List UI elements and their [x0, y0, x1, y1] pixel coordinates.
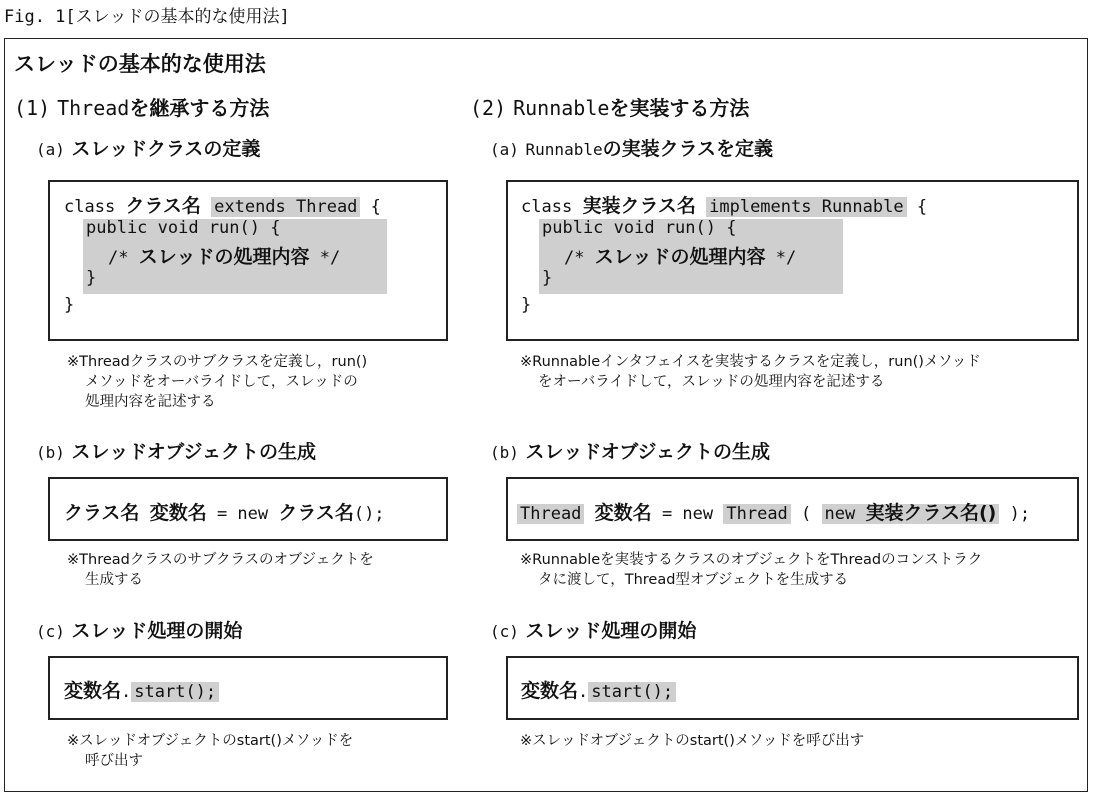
left-section-b-note — [67, 550, 374, 590]
class-name: クラス名 — [64, 502, 140, 524]
variable-name: 変数名 — [521, 680, 579, 702]
dot: . — [578, 682, 589, 702]
method-text: を継承する方法 — [129, 96, 270, 120]
method-number: (2) — [470, 96, 507, 120]
code-line-4: } — [542, 268, 553, 288]
section-label: (b) — [36, 443, 65, 462]
open-brace: { — [916, 197, 928, 217]
note-line: 生成する — [85, 572, 143, 588]
method-code: Runnable — [513, 96, 610, 120]
right-section-c-heading — [490, 616, 696, 643]
code-line-1 — [64, 191, 381, 218]
code-line-3 — [564, 242, 796, 269]
comment-close: */ — [775, 248, 797, 268]
note-line: ※Threadクラスのサブクラスを定義し，run() — [67, 354, 368, 370]
code-line — [517, 498, 1030, 525]
open-paren: ( — [801, 504, 812, 524]
code-line — [64, 676, 219, 703]
code-line-3 — [108, 242, 340, 269]
note-line: ※Runnableインタフェイスを実装するクラスを定義し，run()メソッド — [520, 354, 981, 370]
left-object-creation-box — [48, 477, 448, 541]
note-line: メソッドをオーバライドして，スレッドの — [85, 374, 358, 390]
note-line: をオーバライドして，スレッドの処理内容を記述する — [538, 374, 885, 390]
code-line-5: } — [64, 295, 75, 315]
section-text: スレッドクラスの定義 — [71, 138, 261, 160]
extends-clause: extends Thread — [211, 197, 360, 217]
method-code: Thread — [57, 96, 130, 120]
start-call: start(); — [588, 682, 676, 702]
right-section-b-note — [520, 550, 982, 590]
right-class-definition-box — [506, 180, 1079, 341]
dot: . — [121, 682, 132, 702]
code-line-2: public void run() { — [542, 218, 737, 238]
note-line: 処理内容を記述する — [85, 394, 216, 410]
new-keyword: new — [824, 504, 856, 524]
comment-close: */ — [319, 248, 341, 268]
code-line-5: } — [521, 295, 532, 315]
open-brace: { — [370, 197, 381, 217]
start-call: start(); — [131, 682, 219, 702]
thread-constructor: Thread — [723, 504, 790, 524]
right-section-c-note — [520, 731, 864, 751]
note-line: ※Runnableを実装するクラスのオブジェクトをThreadのコンストラク — [520, 552, 983, 568]
section-text: スレッド処理の開始 — [525, 620, 697, 642]
code-line-2: public void run() { — [86, 218, 281, 238]
right-section-b-heading — [490, 437, 770, 464]
diagram-title: スレッドの基本的な使用法 — [14, 52, 266, 76]
section-text: スレッドオブジェクトの生成 — [71, 441, 317, 463]
variable-name: 変数名 — [594, 502, 652, 524]
variable-name: 変数名 — [64, 680, 122, 702]
section-label: (a) — [36, 140, 65, 159]
method-number: (1) — [14, 96, 51, 120]
note-line: ※スレッドオブジェクトのstart()メソッドを呼び出す — [520, 733, 865, 749]
left-section-c-heading — [36, 616, 242, 643]
code-line — [64, 498, 385, 525]
note-line: タに渡して，Thread型オブジェクトを生成する — [538, 572, 849, 588]
variable-name: 変数名 — [149, 502, 207, 524]
implements-clause: implements Runnable — [706, 197, 906, 217]
thread-type: Thread — [517, 504, 584, 524]
new-keyword: = new — [216, 504, 269, 524]
impl-class-instance: 実装クラス名() — [865, 502, 997, 524]
right-section-a-heading — [490, 134, 773, 161]
close-paren: ); — [1009, 504, 1031, 524]
figure-caption: Fig. 1[スレッドの基本的な使用法] — [4, 7, 290, 27]
code-line-1 — [521, 191, 927, 218]
comment-open: /* — [108, 248, 129, 268]
section-label: (c) — [36, 622, 65, 641]
section-label: (c) — [490, 622, 519, 641]
class-name: クラス名 — [125, 195, 201, 217]
method-1-heading — [14, 92, 269, 121]
left-start-box — [48, 656, 448, 720]
comment-text: スレッドの処理内容 — [594, 246, 766, 268]
left-class-definition-box — [48, 180, 448, 341]
new-keyword: = new — [661, 504, 714, 524]
left-section-a-heading — [36, 134, 260, 161]
note-line: ※Threadクラスのサブクラスのオブジェクトを — [67, 552, 374, 568]
section-code: Runnable — [525, 140, 603, 159]
keyword-class: class — [521, 197, 573, 217]
class-name: クラス名 — [278, 502, 354, 524]
left-section-b-heading — [36, 437, 316, 464]
comment-text: スレッドの処理内容 — [138, 246, 310, 268]
comment-open: /* — [564, 248, 585, 268]
section-text: スレッドオブジェクトの生成 — [525, 441, 771, 463]
right-object-creation-box — [506, 477, 1079, 541]
section-text: スレッド処理の開始 — [71, 620, 243, 642]
class-name: 実装クラス名 — [582, 195, 696, 217]
code-line-4: } — [86, 268, 97, 288]
section-text: の実装クラスを定義 — [602, 138, 774, 160]
section-label: (b) — [490, 443, 519, 462]
method-text: を実装する方法 — [609, 96, 750, 120]
code-line — [521, 676, 676, 703]
right-section-a-note — [520, 352, 981, 392]
method-2-heading — [470, 92, 749, 121]
call-suffix: (); — [353, 504, 385, 524]
section-label: (a) — [490, 140, 519, 159]
note-line: 呼び出す — [85, 753, 143, 769]
left-section-c-note — [67, 731, 353, 771]
right-start-box — [506, 656, 1079, 720]
runnable-argument — [822, 504, 1000, 524]
note-line: ※スレッドオブジェクトのstart()メソッドを — [67, 733, 354, 749]
keyword-class: class — [64, 197, 116, 217]
left-section-a-note — [67, 352, 367, 412]
